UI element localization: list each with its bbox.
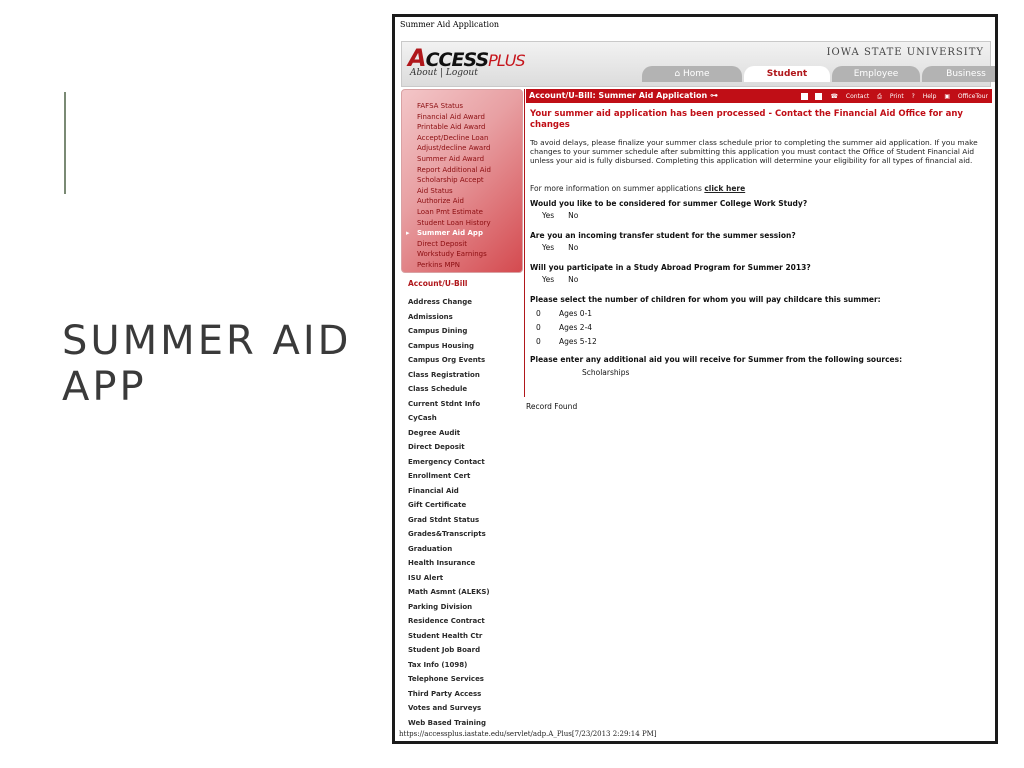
sidebar-item-campus-org-events[interactable]: Campus Org Events — [408, 356, 486, 364]
submenu-item-fafsa-status[interactable]: FAFSA Status — [417, 102, 463, 110]
window-icon-2[interactable] — [815, 93, 822, 100]
question-work-study: Would you like to be considered for summer College Work Study? — [530, 199, 808, 208]
children-ages-5-12[interactable]: 0 Ages 5-12 — [536, 337, 597, 346]
sidebar-item-admissions[interactable]: Admissions — [408, 312, 453, 321]
sidebar-item-health-insurance[interactable]: Health Insurance — [408, 559, 476, 567]
scholarships-field[interactable]: Scholarships — [582, 368, 630, 377]
study-abroad-options — [542, 275, 592, 284]
transfer-options — [542, 243, 592, 252]
question-transfer: Are you an incoming transfer student for the summer session? — [530, 231, 796, 240]
browser-screenshot — [392, 14, 998, 744]
submenu-item-printable-aid-award[interactable]: Printable Aid Award — [417, 123, 486, 132]
submenu-item-aid-status[interactable]: Aid Status — [417, 186, 453, 195]
transfer-yes[interactable]: Yes — [542, 243, 555, 252]
children-ages-0-1[interactable]: 0 Ages 0-1 — [536, 309, 593, 318]
transfer-no[interactable]: No — [568, 243, 579, 252]
print-link[interactable]: ⎙ Print — [877, 93, 904, 100]
sidebar-item-current-stdnt-info[interactable]: Current Stdnt Info — [408, 399, 481, 408]
sidebar-item-cycash[interactable]: CyCash — [408, 414, 437, 422]
sidebar-item-votes-and-surveys[interactable]: Votes and Surveys — [408, 704, 482, 712]
page-title: Account/U-Bill: Summer Aid Application — [529, 91, 708, 100]
sidebar-item-account-ubill[interactable]: Account/U-Bill — [408, 279, 468, 288]
slide-accent-line — [64, 92, 66, 194]
status-url: https://accessplus.iastate.edu/servlet/adp.A_Plus[7/23/2013 2:29:14 PM] — [399, 730, 657, 738]
contact-link[interactable]: ☎ Contact — [830, 93, 870, 100]
sidebar-item-web-based-training[interactable]: Web Based Training — [408, 718, 487, 727]
sidebar-item-gift-certificate[interactable]: Gift Certificate — [408, 501, 467, 509]
processed-message: Your summer aid application has been processed - Contact the Financial Aid Office for any changes — [530, 109, 963, 130]
work-study-options — [542, 211, 592, 220]
more-info-line: For more information on summer applications click here — [530, 184, 746, 193]
tab-business[interactable]: Business — [922, 66, 998, 82]
sidebar-item-grad-stdnt-status[interactable]: Grad Stdnt Status — [408, 515, 480, 524]
study-abroad-yes[interactable]: Yes — [542, 275, 555, 284]
page-title-bar — [526, 89, 992, 103]
submenu-item-scholarship-accept[interactable]: Scholarship Accept — [417, 176, 484, 185]
sidebar-item-degree-audit[interactable]: Degree Audit — [408, 428, 461, 437]
help-link[interactable]: ? Help — [911, 93, 937, 100]
tab-home[interactable]: ⌂ Home — [642, 66, 742, 82]
sidebar-item-third-party-access[interactable]: Third Party Access — [408, 689, 482, 698]
sidebar-item-math-asmnt-aleks[interactable]: Math Asmnt (ALEKS) — [408, 588, 490, 596]
submenu-item-student-loan-history[interactable]: Student Loan History — [417, 218, 491, 227]
sidebar-item-student-job-board[interactable]: Student Job Board — [408, 646, 481, 654]
sidebar-item-student-health-ctr[interactable]: Student Health Ctr — [408, 631, 483, 640]
sidebar-item-isu-alert[interactable]: ISU Alert — [408, 573, 444, 582]
submenu-item-perkins-mpn[interactable]: Perkins MPN — [417, 260, 460, 269]
sidebar-item-address-change[interactable]: Address Change — [408, 298, 472, 306]
sidebar-item-grades-transcripts[interactable]: Grades&Transcripts — [408, 530, 486, 538]
sidebar-item-parking-division[interactable]: Parking Division — [408, 602, 473, 611]
submenu-item-loan-pmt-estimate[interactable]: Loan Pmt Estimate — [417, 207, 483, 216]
study-abroad-no[interactable]: No — [568, 275, 579, 284]
sidebar-item-campus-dining[interactable]: Campus Dining — [408, 327, 468, 335]
home-icon: ⌂ — [674, 69, 683, 79]
instructions-paragraph: To avoid delays, please finalize your summer class schedule prior to completing the summer aid application. If you make changes to your summer schedule after submitting this application you must contact the Office of Student Financial Aid unless your aid is fully disbursed. Completing this application will determine your eligibility for all types of financial aid. — [530, 138, 978, 166]
sidebar-item-enrollment-cert[interactable]: Enrollment Cert — [408, 472, 471, 480]
work-study-yes[interactable]: Yes — [542, 211, 555, 220]
sidebar-divider — [524, 89, 525, 397]
sidebar-item-campus-housing[interactable]: Campus Housing — [408, 341, 474, 350]
sidebar-item-class-registration[interactable]: Class Registration — [408, 370, 480, 379]
sidebar-item-financial-aid[interactable]: Financial Aid — [408, 486, 459, 495]
university-name: IOWA STATE UNIVERSITY — [826, 47, 984, 58]
title-bar-tools — [795, 90, 988, 104]
main-content — [526, 89, 992, 411]
sidebar-item-telephone-services[interactable]: Telephone Services — [408, 675, 484, 683]
submenu-item-summer-aid-app[interactable]: ▸ Summer Aid App — [417, 228, 491, 239]
accessplus-header — [401, 41, 991, 87]
record-found-text: Record Found — [526, 402, 578, 411]
slide-title: SUMMER AID APP — [62, 318, 352, 410]
tab-student[interactable]: Student — [744, 66, 830, 82]
sidebar-item-direct-deposit[interactable]: Direct Deposit — [408, 443, 465, 451]
submenu-item-authorize-aid[interactable]: Authorize Aid — [417, 197, 464, 206]
question-additional-aid: Please enter any additional aid you will receive for Summer from the following sources: — [530, 355, 903, 364]
key-icon: ⊶ — [710, 91, 718, 100]
submenu-item-workstudy-earnings[interactable]: Workstudy Earnings — [417, 250, 487, 259]
sidebar-menu — [408, 295, 490, 730]
children-ages-2-4[interactable]: 0 Ages 2-4 — [536, 323, 593, 332]
about-logout-links[interactable]: About | Logout — [410, 68, 478, 78]
submenu-item-report-additional-aid[interactable]: Report Additional Aid — [417, 165, 491, 174]
question-study-abroad: Will you participate in a Study Abroad Program for Summer 2013? — [530, 263, 811, 272]
submenu-item-adjust-decline-award[interactable]: Adjust/decline Award — [417, 144, 491, 153]
sidebar-item-graduation[interactable]: Graduation — [408, 544, 453, 553]
accessplus-logo[interactable]: ACCESSPLUS — [408, 44, 525, 72]
window-title: Summer Aid Application — [400, 20, 500, 29]
window-icon-1[interactable] — [801, 93, 808, 100]
submenu-item-financial-aid-award[interactable]: Financial Aid Award — [417, 112, 485, 121]
work-study-no[interactable]: No — [568, 211, 579, 220]
submenu-item-accept-decline-loan[interactable]: Accept/Decline Loan — [417, 133, 489, 142]
sidebar-item-tax-info-1098[interactable]: Tax Info (1098) — [408, 660, 468, 669]
sidebar-item-class-schedule[interactable]: Class Schedule — [408, 385, 468, 393]
financial-aid-submenu — [417, 101, 491, 271]
submenu-item-direct-deposit[interactable]: Direct Deposit — [417, 239, 467, 248]
submenu-item-summer-aid-award[interactable]: Summer Aid Award — [417, 154, 485, 163]
sidebar-item-emergency-contact[interactable]: Emergency Contact — [408, 457, 485, 466]
office-tour-link[interactable]: ▣ OfficeTour — [944, 93, 988, 100]
sidebar-item-residence-contract[interactable]: Residence Contract — [408, 617, 485, 625]
question-childcare: Please select the number of children for whom you will pay childcare this summer: — [530, 295, 881, 304]
click-here-link[interactable]: click here — [704, 184, 746, 193]
tab-employee[interactable]: Employee — [832, 66, 920, 82]
